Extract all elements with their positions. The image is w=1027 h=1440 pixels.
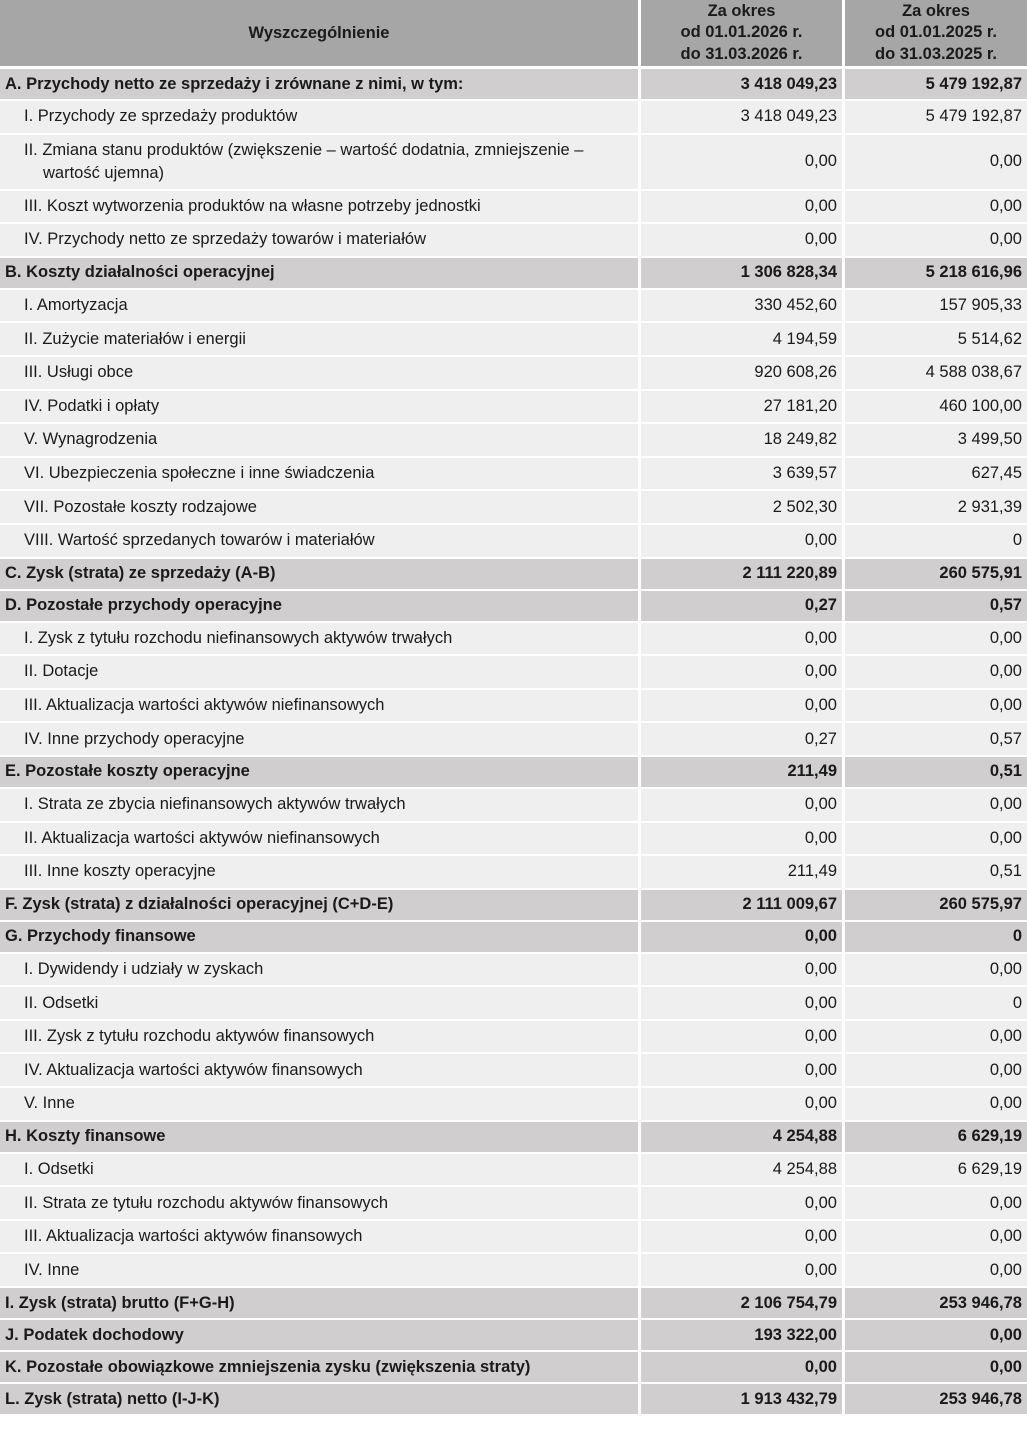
section-label-cell [0, 258, 641, 290]
value-2025-cell: 0,00 [845, 1187, 1027, 1221]
section-row [0, 258, 1027, 290]
value-2026-cell: 0,00 [641, 922, 845, 954]
section-row [0, 1288, 1027, 1320]
row-label: II. Aktualizacja wartości aktywów niefinansowych [24, 828, 380, 847]
row-label: IV. Przychody netto ze sprzedaży towarów i materiałów [24, 230, 426, 249]
item-label-cell [0, 823, 641, 857]
item-label-cell [0, 458, 641, 492]
value-2025-cell: 0,00 [845, 1088, 1027, 1122]
value-2026-cell: 211,49 [641, 757, 845, 789]
item-label-cell [0, 723, 641, 757]
row-label-continuation: wartość ujemna) [43, 163, 165, 182]
section-row [0, 890, 1027, 922]
section-label-cell [0, 757, 641, 789]
row-label: III. Inne koszty operacyjne [24, 862, 216, 881]
row-label: K. Pozostałe obowiązkowe zmniejszenia zysku (zwiększenia straty) [5, 1357, 531, 1376]
item-label-cell [0, 789, 641, 823]
value-2025-cell: 0,00 [845, 191, 1027, 225]
period-2025-line1: Za okres [902, 1, 970, 20]
period-2026-line3: do 31.03.2026 r. [680, 44, 803, 63]
value-2026-cell: 193 322,00 [641, 1320, 845, 1352]
value-2026-cell: 0,00 [641, 224, 845, 258]
value-2025-cell: 0,00 [845, 1254, 1027, 1288]
item-label-cell [0, 101, 641, 135]
section-row [0, 591, 1027, 623]
row-label: I. Amortyzacja [24, 296, 128, 315]
value-2025-cell: 0 [845, 922, 1027, 954]
section-label-cell [0, 1288, 641, 1320]
row-label: I. Przychody ze sprzedaży produktów [24, 107, 298, 126]
table-row [0, 723, 1027, 757]
item-label-cell [0, 1054, 641, 1088]
table-row [0, 323, 1027, 357]
table-header-row [0, 0, 1027, 69]
value-2026-cell: 920 608,26 [641, 357, 845, 391]
row-label: H. Koszty finansowe [5, 1127, 166, 1146]
value-2026-cell: 211,49 [641, 856, 845, 890]
row-label: B. Koszty działalności operacyjnej [5, 263, 275, 282]
row-label: IV. Podatki i opłaty [24, 396, 160, 415]
period-2025-line2: od 01.01.2025 r. [874, 23, 997, 42]
value-2025-cell: 5 218 616,96 [845, 258, 1027, 290]
item-label-cell [0, 135, 641, 191]
row-label: I. Odsetki [24, 1159, 94, 1178]
value-2025-cell: 0,00 [845, 690, 1027, 724]
value-2026-cell: 3 418 049,23 [641, 69, 845, 101]
value-2025-cell: 6 629,19 [845, 1154, 1027, 1188]
value-2026-cell: 3 418 049,23 [641, 101, 845, 135]
value-2025-cell: 0 [845, 987, 1027, 1021]
value-2025-cell: 0,57 [845, 591, 1027, 623]
item-label-cell [0, 1154, 641, 1188]
value-2026-cell: 0,00 [641, 1187, 845, 1221]
row-label: F. Zysk (strata) z działalności operacyjnej (C+D-E) [5, 895, 394, 914]
section-row [0, 1352, 1027, 1384]
value-2026-cell: 3 639,57 [641, 458, 845, 492]
value-2025-cell: 2 931,39 [845, 491, 1027, 525]
row-label: VIII. Wartość sprzedanych towarów i materiałów [24, 531, 375, 550]
table-row [0, 357, 1027, 391]
value-2025-cell: 157 905,33 [845, 290, 1027, 324]
value-2026-cell: 0,00 [641, 656, 845, 690]
section-label-cell [0, 69, 641, 101]
value-2026-cell: 27 181,20 [641, 391, 845, 425]
value-2026-cell: 2 502,30 [641, 491, 845, 525]
table-row [0, 987, 1027, 1021]
section-label-cell [0, 591, 641, 623]
row-label: II. Odsetki [24, 993, 99, 1012]
value-2026-cell: 0,00 [641, 823, 845, 857]
value-2026-cell: 0,00 [641, 623, 845, 657]
period-2026-line1: Za okres [707, 1, 776, 20]
table-row [0, 224, 1027, 258]
item-label-cell [0, 987, 641, 1021]
section-label-cell [0, 1122, 641, 1154]
value-2025-cell: 0,00 [845, 1320, 1027, 1352]
row-label: E. Pozostałe koszty operacyjne [5, 762, 250, 781]
item-label-cell [0, 856, 641, 890]
value-2026-cell: 2 111 220,89 [641, 559, 845, 591]
value-2025-cell: 0,00 [845, 1221, 1027, 1255]
row-label: II. Dotacje [24, 662, 99, 681]
item-label-cell [0, 954, 641, 988]
section-label-cell [0, 1352, 641, 1384]
item-label-cell [0, 623, 641, 657]
row-label: IV. Inne [24, 1260, 80, 1279]
section-row [0, 922, 1027, 954]
item-label-cell [0, 1221, 641, 1255]
value-2026-cell: 1 913 432,79 [641, 1384, 845, 1416]
value-2025-cell: 0,00 [845, 1352, 1027, 1384]
item-label-cell [0, 525, 641, 559]
table-row [0, 1187, 1027, 1221]
value-2026-cell: 0,27 [641, 723, 845, 757]
row-label: VI. Ubezpieczenia społeczne i inne świadczenia [24, 464, 375, 483]
value-2025-cell: 0,00 [845, 623, 1027, 657]
section-row [0, 1320, 1027, 1352]
row-label: L. Zysk (strata) netto (I-J-K) [5, 1389, 220, 1408]
item-label-cell [0, 191, 641, 225]
value-2026-cell: 0,00 [641, 1352, 845, 1384]
value-2025-cell: 0,00 [845, 789, 1027, 823]
row-label: III. Usługi obce [24, 363, 134, 382]
value-2026-cell: 0,00 [641, 1254, 845, 1288]
value-2025-cell: 260 575,91 [845, 559, 1027, 591]
row-label: II. Strata ze tytułu rozchodu aktywów finansowych [24, 1193, 389, 1212]
value-2026-cell: 18 249,82 [641, 424, 845, 458]
value-2025-cell: 0,00 [845, 823, 1027, 857]
value-2026-cell: 0,00 [641, 954, 845, 988]
value-2025-cell: 3 499,50 [845, 424, 1027, 458]
item-label-cell [0, 690, 641, 724]
value-2025-cell: 0 [845, 525, 1027, 559]
table-row [0, 1054, 1027, 1088]
value-2026-cell: 0,00 [641, 1054, 845, 1088]
value-2026-cell: 0,00 [641, 1088, 845, 1122]
value-2025-cell: 627,45 [845, 458, 1027, 492]
table-row [0, 135, 1027, 191]
table-row [0, 290, 1027, 324]
item-label-cell [0, 1021, 641, 1055]
table-row [0, 1088, 1027, 1122]
value-2025-cell: 0,57 [845, 723, 1027, 757]
section-row [0, 1122, 1027, 1154]
value-2026-cell: 4 194,59 [641, 323, 845, 357]
value-2026-cell: 0,00 [641, 1221, 845, 1255]
table-row [0, 1221, 1027, 1255]
row-label: III. Aktualizacja wartości aktywów niefinansowych [24, 696, 385, 715]
value-2025-cell: 0,00 [845, 1054, 1027, 1088]
table-row [0, 391, 1027, 425]
value-2025-cell: 460 100,00 [845, 391, 1027, 425]
table-row [0, 1021, 1027, 1055]
value-2026-cell: 0,27 [641, 591, 845, 623]
row-label: I. Strata ze zbycia niefinansowych aktywów trwałych [24, 795, 406, 814]
section-label-cell [0, 890, 641, 922]
row-label: II. Zużycie materiałów i energii [24, 329, 246, 348]
row-label: A. Przychody netto ze sprzedaży i zrównane z nimi, w tym: [5, 74, 464, 93]
value-2026-cell: 0,00 [641, 135, 845, 191]
row-label: I. Dywidendy i udziały w zyskach [24, 959, 264, 978]
section-label-cell [0, 559, 641, 591]
row-label: I. Zysk z tytułu rozchodu niefinansowych aktywów trwałych [24, 628, 453, 647]
section-row [0, 559, 1027, 591]
table-row [0, 656, 1027, 690]
row-label: V. Wynagrodzenia [24, 430, 158, 449]
table-body [0, 69, 1027, 1416]
period-2025-line3: do 31.03.2025 r. [874, 44, 997, 63]
table-row [0, 823, 1027, 857]
table-row [0, 424, 1027, 458]
row-label: II. Zmiana stanu produktów (zwiększenie – wartość dodatnia, zmniejszenie – [24, 140, 584, 159]
item-label-cell [0, 1187, 641, 1221]
value-2026-cell: 4 254,88 [641, 1122, 845, 1154]
value-2025-cell: 260 575,97 [845, 890, 1027, 922]
period-2026-line2: od 01.01.2026 r. [680, 23, 803, 42]
table-row [0, 1154, 1027, 1188]
value-2025-cell: 0,00 [845, 656, 1027, 690]
value-2025-cell: 6 629,19 [845, 1122, 1027, 1154]
value-2025-cell: 5 479 192,87 [845, 101, 1027, 135]
table-row [0, 954, 1027, 988]
value-2026-cell: 0,00 [641, 987, 845, 1021]
value-2025-cell: 0,00 [845, 224, 1027, 258]
row-label: III. Aktualizacja wartości aktywów finansowych [24, 1227, 363, 1246]
row-label: VII. Pozostałe koszty rodzajowe [24, 497, 257, 516]
item-label-cell [0, 224, 641, 258]
row-label: G. Przychody finansowe [5, 927, 196, 946]
item-label-cell [0, 424, 641, 458]
table-row [0, 1254, 1027, 1288]
column-header-period-2026 [641, 0, 845, 69]
value-2025-cell: 0,00 [845, 1021, 1027, 1055]
item-label-cell [0, 290, 641, 324]
table-row [0, 856, 1027, 890]
value-2025-cell: 5 514,62 [845, 323, 1027, 357]
section-row [0, 757, 1027, 789]
value-2025-cell: 253 946,78 [845, 1288, 1027, 1320]
value-2025-cell: 0,51 [845, 856, 1027, 890]
table-row [0, 623, 1027, 657]
table-row [0, 191, 1027, 225]
section-row [0, 1384, 1027, 1416]
table-row [0, 491, 1027, 525]
row-label: IV. Aktualizacja wartości aktywów finansowych [24, 1060, 363, 1079]
item-label-cell [0, 656, 641, 690]
row-label: I. Zysk (strata) brutto (F+G-H) [5, 1293, 235, 1312]
table-row [0, 101, 1027, 135]
item-label-cell [0, 391, 641, 425]
item-label-cell [0, 1254, 641, 1288]
table-row [0, 690, 1027, 724]
value-2026-cell: 2 111 009,67 [641, 890, 845, 922]
row-label: IV. Inne przychody operacyjne [24, 729, 245, 748]
value-2026-cell: 4 254,88 [641, 1154, 845, 1188]
value-2026-cell: 2 106 754,79 [641, 1288, 845, 1320]
value-2025-cell: 0,00 [845, 135, 1027, 191]
value-2025-cell: 253 946,78 [845, 1384, 1027, 1416]
row-label: III. Zysk z tytułu rozchodu aktywów finansowych [24, 1027, 375, 1046]
row-label: V. Inne [24, 1094, 75, 1113]
value-2026-cell: 1 306 828,34 [641, 258, 845, 290]
item-label-cell [0, 323, 641, 357]
table-row [0, 525, 1027, 559]
section-label-cell [0, 1384, 641, 1416]
item-label-cell [0, 357, 641, 391]
column-header-period-2025 [845, 0, 1027, 69]
value-2026-cell: 0,00 [641, 191, 845, 225]
row-label: C. Zysk (strata) ze sprzedaży (A-B) [5, 564, 276, 583]
value-2025-cell: 4 588 038,67 [845, 357, 1027, 391]
section-label-cell [0, 1320, 641, 1352]
row-label: III. Koszt wytworzenia produktów na własne potrzeby jednostki [24, 196, 481, 215]
row-label: D. Pozostałe przychody operacyjne [5, 596, 282, 615]
row-label: J. Podatek dochodowy [5, 1325, 184, 1344]
section-label-cell [0, 922, 641, 954]
table-row [0, 789, 1027, 823]
value-2025-cell: 5 479 192,87 [845, 69, 1027, 101]
table-row [0, 458, 1027, 492]
section-row [0, 69, 1027, 101]
value-2026-cell: 0,00 [641, 525, 845, 559]
value-2026-cell: 330 452,60 [641, 290, 845, 324]
value-2026-cell: 0,00 [641, 789, 845, 823]
item-label-cell [0, 491, 641, 525]
value-2025-cell: 0,00 [845, 954, 1027, 988]
value-2026-cell: 0,00 [641, 1021, 845, 1055]
value-2025-cell: 0,51 [845, 757, 1027, 789]
value-2026-cell: 0,00 [641, 690, 845, 724]
item-label-cell [0, 1088, 641, 1122]
column-header-description: Wyszczególnienie [0, 0, 641, 69]
